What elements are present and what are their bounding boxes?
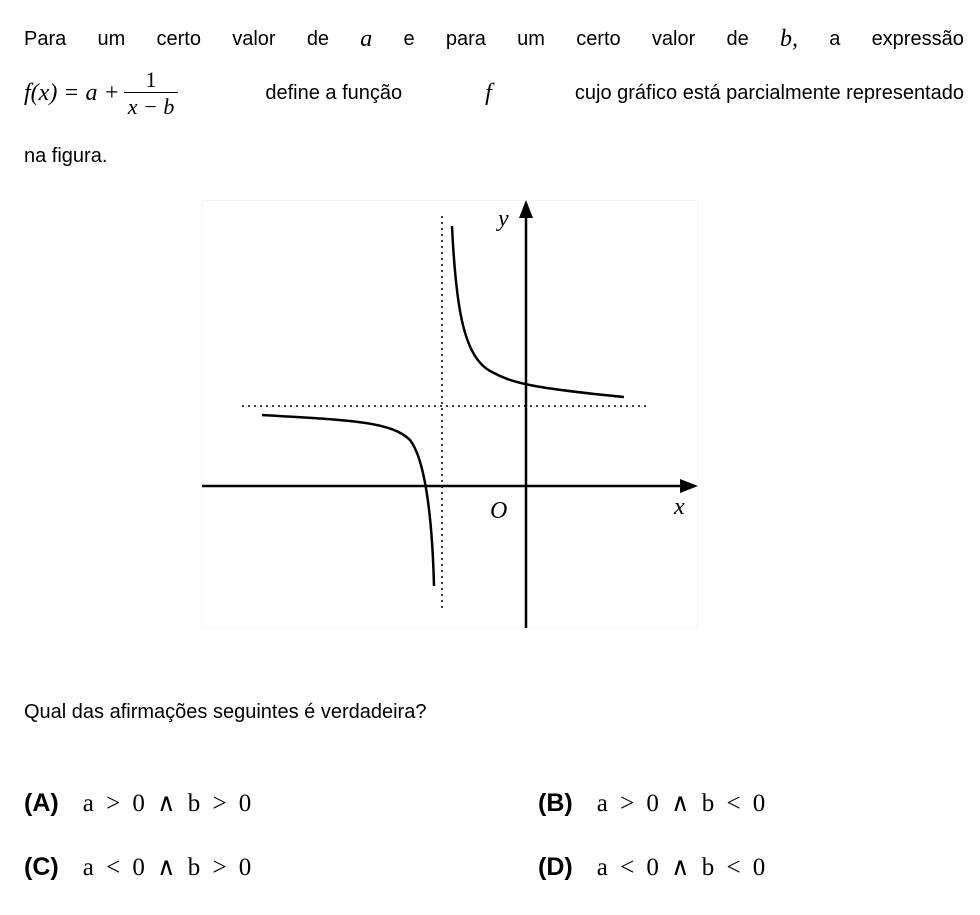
x-axis-label: x [674, 494, 685, 520]
formula-lhs: (x) = a + [30, 80, 120, 106]
word: expressão [871, 28, 964, 50]
word: a [829, 28, 841, 50]
word: um [517, 28, 545, 50]
variable-b: b, [779, 26, 798, 52]
word: certo [156, 28, 201, 50]
variable-a: a [360, 26, 373, 52]
option-label: (C) [24, 852, 59, 881]
text-graph: cujo gráfico está parcialmente representado [574, 82, 964, 104]
word: de [306, 28, 330, 50]
option-expression: a < 0 ∧ b > 0 [82, 854, 252, 881]
text-define: define a função [265, 82, 403, 104]
option-b[interactable] [538, 788, 765, 818]
word: um [97, 28, 126, 50]
option-expression: a > 0 ∧ b > 0 [82, 790, 252, 817]
fraction [124, 68, 179, 119]
y-axis-label: y [498, 206, 509, 232]
question-line-2 [24, 68, 964, 119]
formula-f: f [24, 80, 31, 106]
question-prompt: Qual das afirmações seguintes é verdadeira? [24, 701, 427, 723]
option-expression: a < 0 ∧ b < 0 [596, 854, 766, 881]
figure-frame [202, 200, 698, 628]
question-line-3: na figura. [24, 145, 108, 167]
variable-f: f [485, 80, 492, 106]
option-c[interactable] [24, 852, 251, 882]
question-line-1 [24, 26, 964, 53]
option-d[interactable] [538, 852, 765, 882]
function-formula [24, 68, 182, 119]
option-label: (B) [538, 788, 573, 817]
word: certo [576, 28, 621, 50]
option-expression: a > 0 ∧ b < 0 [596, 790, 766, 817]
option-a[interactable] [24, 788, 251, 818]
option-label: (A) [24, 788, 59, 817]
word: valor [232, 28, 276, 50]
fraction-numerator: 1 [145, 67, 157, 92]
origin-label: O [490, 498, 508, 524]
word: valor [651, 28, 696, 50]
word: e [403, 28, 415, 50]
option-label: (D) [538, 852, 573, 881]
word: Para [24, 28, 67, 50]
word: de [726, 28, 749, 50]
function-graph [202, 200, 698, 628]
word: para [445, 28, 486, 50]
fraction-denominator: x − b [124, 92, 179, 119]
